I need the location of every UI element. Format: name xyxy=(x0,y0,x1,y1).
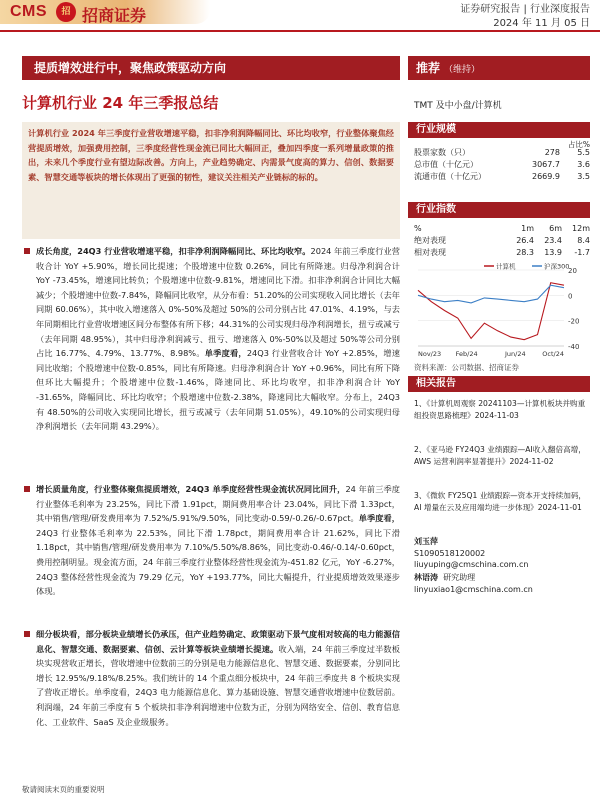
para-text2: 24Q3 行业营收合计 YoY +2.85%，增速同比收缩；个股增速中位数-0.85%，同比有所降速。归母净利润合计 YoY +0.96%，同比有所下降但环比大幅提升；个股增速中位数-1.46%，降速同比、环比均收窄，扣非净利润合计 YoY -31.65%，降幅同比、环比均收窄；个股增速中位数-2.38%，降速同比大幅收窄。分布上，24Q3 有 48.50%的公司收入实现同比增长，扭亏或减亏（去年同期 51.05%），49.10%的公司实现归母净利润增长（去年同期 43.29%）。 xyxy=(36,348,400,432)
scale-row xyxy=(414,159,590,171)
cell: 26.4 xyxy=(516,236,534,245)
related-heading: 相关报告 xyxy=(408,376,590,392)
index-row xyxy=(414,247,590,259)
rating-label: 推荐 xyxy=(416,61,441,75)
row-pct: 3.5 xyxy=(577,172,590,181)
cell: 23.4 xyxy=(544,236,562,245)
row-value: 3067.7 xyxy=(532,160,560,169)
paragraph-growth xyxy=(22,244,400,476)
para-text: 收入端，24 年前三季度过半数板块实现营收正增长，营收增速中位数前三的分别是电力能源信息化、智慧交通、数据要素，分别同比增长 12.95%/9.18%/8.25%。我们统计的 14 个重点细分板块中，24 年前三季度共 8 个板块实现了营收正增长。单季度看，24Q3 电力能源信息化、算力基础设施、智慧交通营收增速中位数居前。利润端，24 年前三季度有 5 个板块扣非净利润增速中位数为正，分别为网络安全、信创、教育信息化、工业软件、SaaS 及企业级服务。 xyxy=(36,643,400,727)
x-tick-label: Jun/24 xyxy=(505,350,526,358)
analyst-email[interactable]: linyuxiao1@cmschina.com.cn xyxy=(414,584,533,594)
para-lead: 增长质量角度，行业整体聚焦提质增效，24Q3 单季度经营性现金流状况同比回升， xyxy=(36,484,346,494)
bullet-icon xyxy=(24,248,30,254)
para-text: 24 年前三季度行业整体毛利率为 23.25%，同比下滑 1.91pct，期间费用率合计 23.04%，同比下滑 1.33pct，其中销售/管理/研发费用率为 7.52%/5.91%/9.50%，同比变动-0.59/-0.26/-0.67pct。 xyxy=(36,484,400,524)
y-tick-label: 0 xyxy=(568,292,573,301)
index-table xyxy=(414,223,590,259)
row-key: 流通市值（十亿元） xyxy=(414,172,486,181)
row-pct: 5.5 xyxy=(577,148,590,157)
analyst-id: S1090518120002 xyxy=(414,548,486,558)
industry-tag: TMT 及中小盘/计算机 xyxy=(414,101,502,111)
para-lead2: 单季度看， xyxy=(204,348,247,359)
index-header-row xyxy=(414,223,590,235)
para-lead2: 单季度看， xyxy=(358,513,400,524)
related-report-3[interactable]: 3、《微软 FY25Q1 业绩跟踪—资本开支持续加码，AI 增量在云及应用端均进一步体现》2024-11-01 xyxy=(414,491,587,512)
body-text xyxy=(22,244,400,727)
col-header: 1m xyxy=(521,224,534,233)
related-report-1[interactable]: 1、《计算机周观察 20241103—计算机板块并购重组投资思路梳理》2024-11-03 xyxy=(414,399,586,420)
logo-cms-text: CMS xyxy=(10,3,48,20)
chart-source: 资料来源：公司数据、招商证券 xyxy=(414,363,519,372)
row-value: 278 xyxy=(544,148,560,157)
series-line-1 xyxy=(418,285,564,303)
y-tick-label: 20 xyxy=(568,267,577,275)
report-date: 2024 年 11 月 05 日 xyxy=(493,18,590,29)
row-key: 总市值（十亿元） xyxy=(414,160,478,169)
headline-banner: 提质增效进行中，聚焦政策驱动方向 xyxy=(22,56,400,80)
x-tick-label: Nov/23 xyxy=(418,350,442,358)
row-value: 2669.9 xyxy=(532,172,560,181)
footer-note: 敬请阅读末页的重要说明 xyxy=(22,785,105,794)
analyst-email[interactable]: liuyuping@cmschina.com.cn xyxy=(414,560,529,569)
row-key: 股票家数（只） xyxy=(414,148,470,157)
logo-cn-text: 招商证券 xyxy=(82,6,147,25)
para-lead: 成长角度，24Q3 行业营收增速平稳，扣非净利润降幅同比、环比均收窄。 xyxy=(36,246,311,256)
analyst-name: 刘玉萍 xyxy=(414,537,438,546)
paragraph-segments xyxy=(22,627,400,787)
cell: 8.4 xyxy=(577,236,590,245)
rating-banner xyxy=(408,56,590,80)
scale-heading: 行业规模 xyxy=(408,122,590,138)
index-row xyxy=(414,235,590,247)
legend-label: 计算机 xyxy=(496,262,516,271)
y-tick-label: -20 xyxy=(568,317,580,326)
report-header xyxy=(0,0,600,34)
para-text: 2024 年前三季度行业营收合计 YoY +5.90%，增长同比提速；个股增速中位数 0.26%，同比有所降速。归母净利润合计 YoY -73.45%，增速同比转负；个股增速中位数-9.81%，增速同比下滑。扣非净利润合计同比大幅减少；个股增速中位数-7.84%，降幅同比收窄，从分布看：51.20%的公司实现收入同比增长（去年同期 60.06%），其中收入增速落入 0%-50%及超过 50%的公司分别占比 47.01%、4.19%，与去年同期相比行业营收增速区间分布整体有所下移；44.31%的公司实现归母净利润增长，扭亏或减亏（去年同期 48.95%），其中归母净利润减亏、扭亏、增速落入 0%-50%以及超过 50%等公司分别占比 16.77%、4.79%、13.77%、8.98%。 xyxy=(36,246,400,359)
cell: 13.9 xyxy=(544,248,562,257)
index-heading: 行业指数 xyxy=(408,202,590,218)
rating-note: （维持） xyxy=(444,65,481,75)
legend-label: 沪深300 xyxy=(544,262,570,271)
paragraph-quality xyxy=(22,482,400,642)
scale-row xyxy=(414,147,590,159)
analyst-1 xyxy=(414,536,590,571)
performance-chart xyxy=(414,260,590,360)
cell: 28.3 xyxy=(516,248,534,257)
report-title: 计算机行业 24 年三季报总结 xyxy=(22,94,219,112)
para-lead: 细分板块看，部分板块业绩增长仍承压，但产业趋势确定、政策驱动下景气度相对较高的电力能源信息化、智慧交通、数据要素、信创、云计算等板块业绩增长提速。 xyxy=(36,629,400,654)
report-type: 证券研究报告 | 行业深度报告 xyxy=(460,4,590,15)
series-line-0 xyxy=(418,283,564,340)
summary-box: 计算机行业 2024 年三季度行业营收增速平稳，扣非净利润降幅同比、环比均收窄，行业整体聚焦经营提质增效，加强费用控制，三季度经营性现金流已同比大幅回正，叠加四季度一系列增量政策的推出，未来几个季度行业有望边际改善。方向上，产业趋势确定、内需景气度高的算力、信创、数据要素、智慧交通等板块的增长体现出了更强的韧性，建议关注相关产业链标的标的。 xyxy=(22,122,400,239)
row-pct: 3.6 xyxy=(577,160,590,169)
bullet-icon xyxy=(24,631,30,637)
analyst-2 xyxy=(414,572,590,595)
para-text2: 24Q3 行业整体毛利率为 22.53%，同比下滑 1.78pct，期间费用率合计 21.62%，同比下滑 1.18pct，其中销售/管理/研发费用率为 7.10%/5.50%/8.86%，同比变动-0.46/-0.14/-0.60pct，费用控制明显。现金流方面，24 年前三季度行业整体经营性现金流为-451.82 亿元，YoY -6.27%，24Q3 整体经营性现金流为 79.29 亿元，YoY +193.77%，同比大幅提升，行业提质增效效果逐步体现。 xyxy=(36,527,400,597)
pct-label: 占比% xyxy=(567,140,590,149)
y-tick-label: -40 xyxy=(568,343,580,351)
related-report-2[interactable]: 2、《亚马逊 FY24Q3 业绩跟踪—AI收入翻倍高增，AWS 运营利润率显著提升》2024-11-02 xyxy=(414,445,586,466)
logo-badge-icon: 招 xyxy=(56,2,76,22)
brand-logo xyxy=(0,0,210,24)
cell: -1.7 xyxy=(574,248,590,257)
col-header: % xyxy=(414,224,422,233)
col-header: 12m xyxy=(572,224,590,233)
x-tick-label: Feb/24 xyxy=(455,350,478,358)
row-key: 相对表现 xyxy=(414,248,446,257)
bullet-icon xyxy=(24,486,30,492)
x-tick-label: Oct/24 xyxy=(542,350,564,358)
header-divider xyxy=(0,30,600,32)
col-header: 6m xyxy=(549,224,562,233)
row-key: 绝对表现 xyxy=(414,236,446,245)
analyst-role: 研究助理 xyxy=(443,573,476,582)
analyst-name: 林语涛 xyxy=(414,573,438,582)
scale-row xyxy=(414,171,590,183)
scale-table xyxy=(414,147,590,183)
